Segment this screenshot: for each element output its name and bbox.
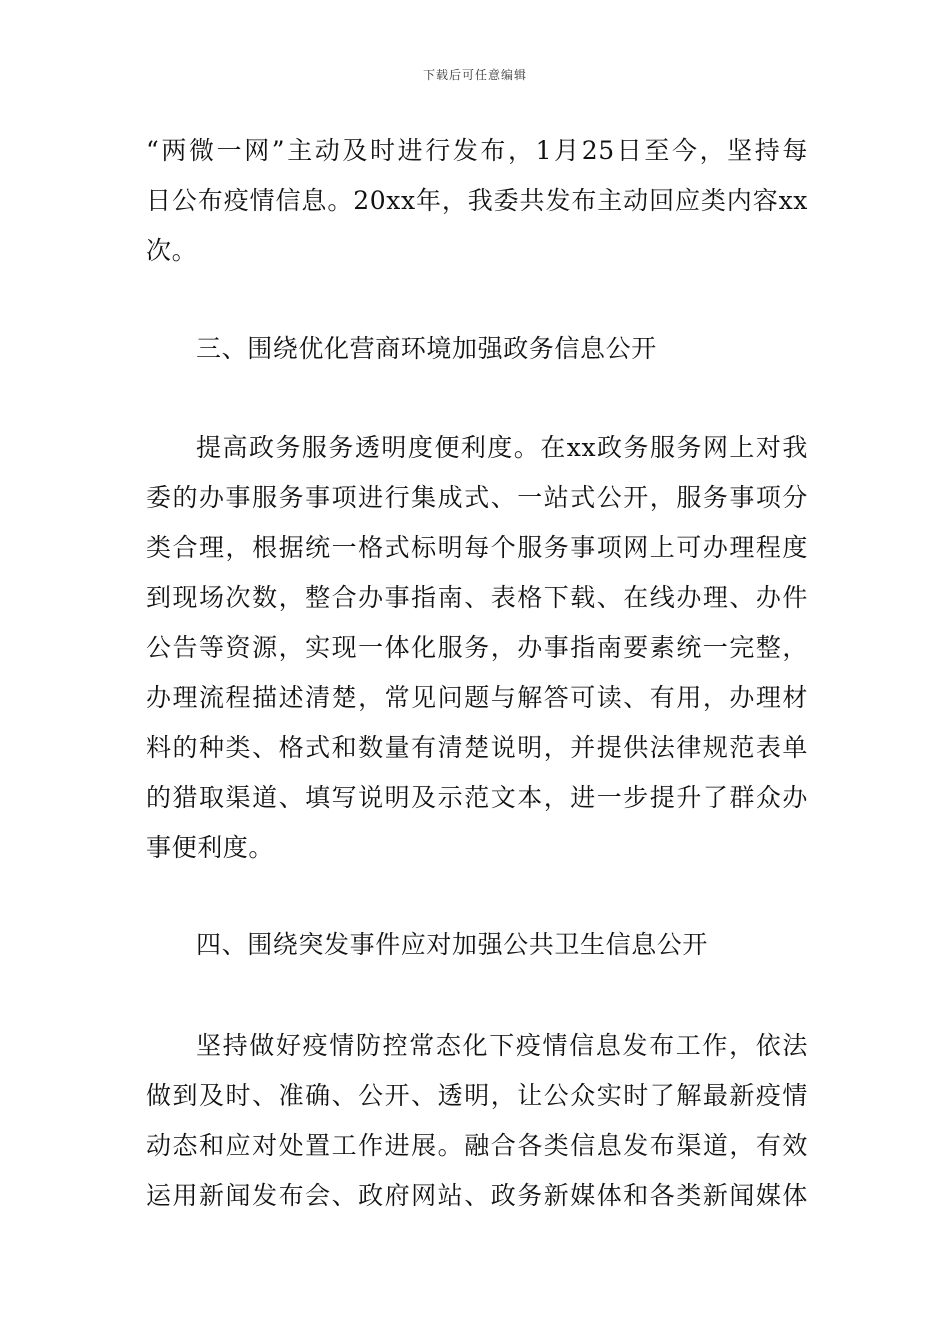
paragraph-line: 类合理，根据统一格式标明每个服务事项网上可办理程度 bbox=[146, 533, 808, 562]
paragraph-line: 提高政务服务透明度便利度。在xx政务服务网上对我 bbox=[196, 433, 808, 462]
paragraph-line: 到现场次数，整合办事指南、表格下载、在线办理、办件 bbox=[146, 583, 808, 612]
paragraph-line: 次。 bbox=[146, 236, 198, 265]
page-header-note: 下载后可任意编辑 bbox=[422, 68, 527, 82]
paragraph-line: 料的种类、格式和数量有清楚说明，并提供法律规范表单 bbox=[146, 733, 808, 762]
paragraph-line: 事便利度。 bbox=[146, 833, 275, 862]
paragraph-line: 的猎取渠道、填写说明及示范文本，进一步提升了群众办 bbox=[146, 783, 808, 812]
paragraph-line: 日公布疫情信息。20xx年，我委共发布主动回应类内容xx bbox=[146, 186, 808, 215]
section-heading-three: 三、围绕优化营商环境加强政务信息公开 bbox=[196, 334, 657, 363]
paragraph-line: “两微一网”主动及时进行发布，1月25日至今，坚持每 bbox=[146, 136, 808, 165]
paragraph-line: 坚持做好疫情防控常态化下疫情信息发布工作，依法 bbox=[196, 1031, 808, 1060]
paragraph-line: 做到及时、准确、公开、透明，让公众实时了解最新疫情 bbox=[146, 1081, 808, 1110]
section-heading-four: 四、围绕突发事件应对加强公共卫生信息公开 bbox=[196, 930, 709, 959]
paragraph-line: 委的办事服务事项进行集成式、一站式公开，服务事项分 bbox=[146, 483, 808, 512]
paragraph-line: 运用新闻发布会、政府网站、政务新媒体和各类新闻媒体 bbox=[146, 1181, 808, 1210]
paragraph-line: 公告等资源，实现一体化服务，办事指南要素统一完整， bbox=[146, 633, 808, 662]
paragraph-line: 动态和应对处置工作进展。融合各类信息发布渠道，有效 bbox=[146, 1131, 808, 1160]
paragraph-line: 办理流程描述清楚，常见问题与解答可读、有用，办理材 bbox=[146, 683, 808, 712]
